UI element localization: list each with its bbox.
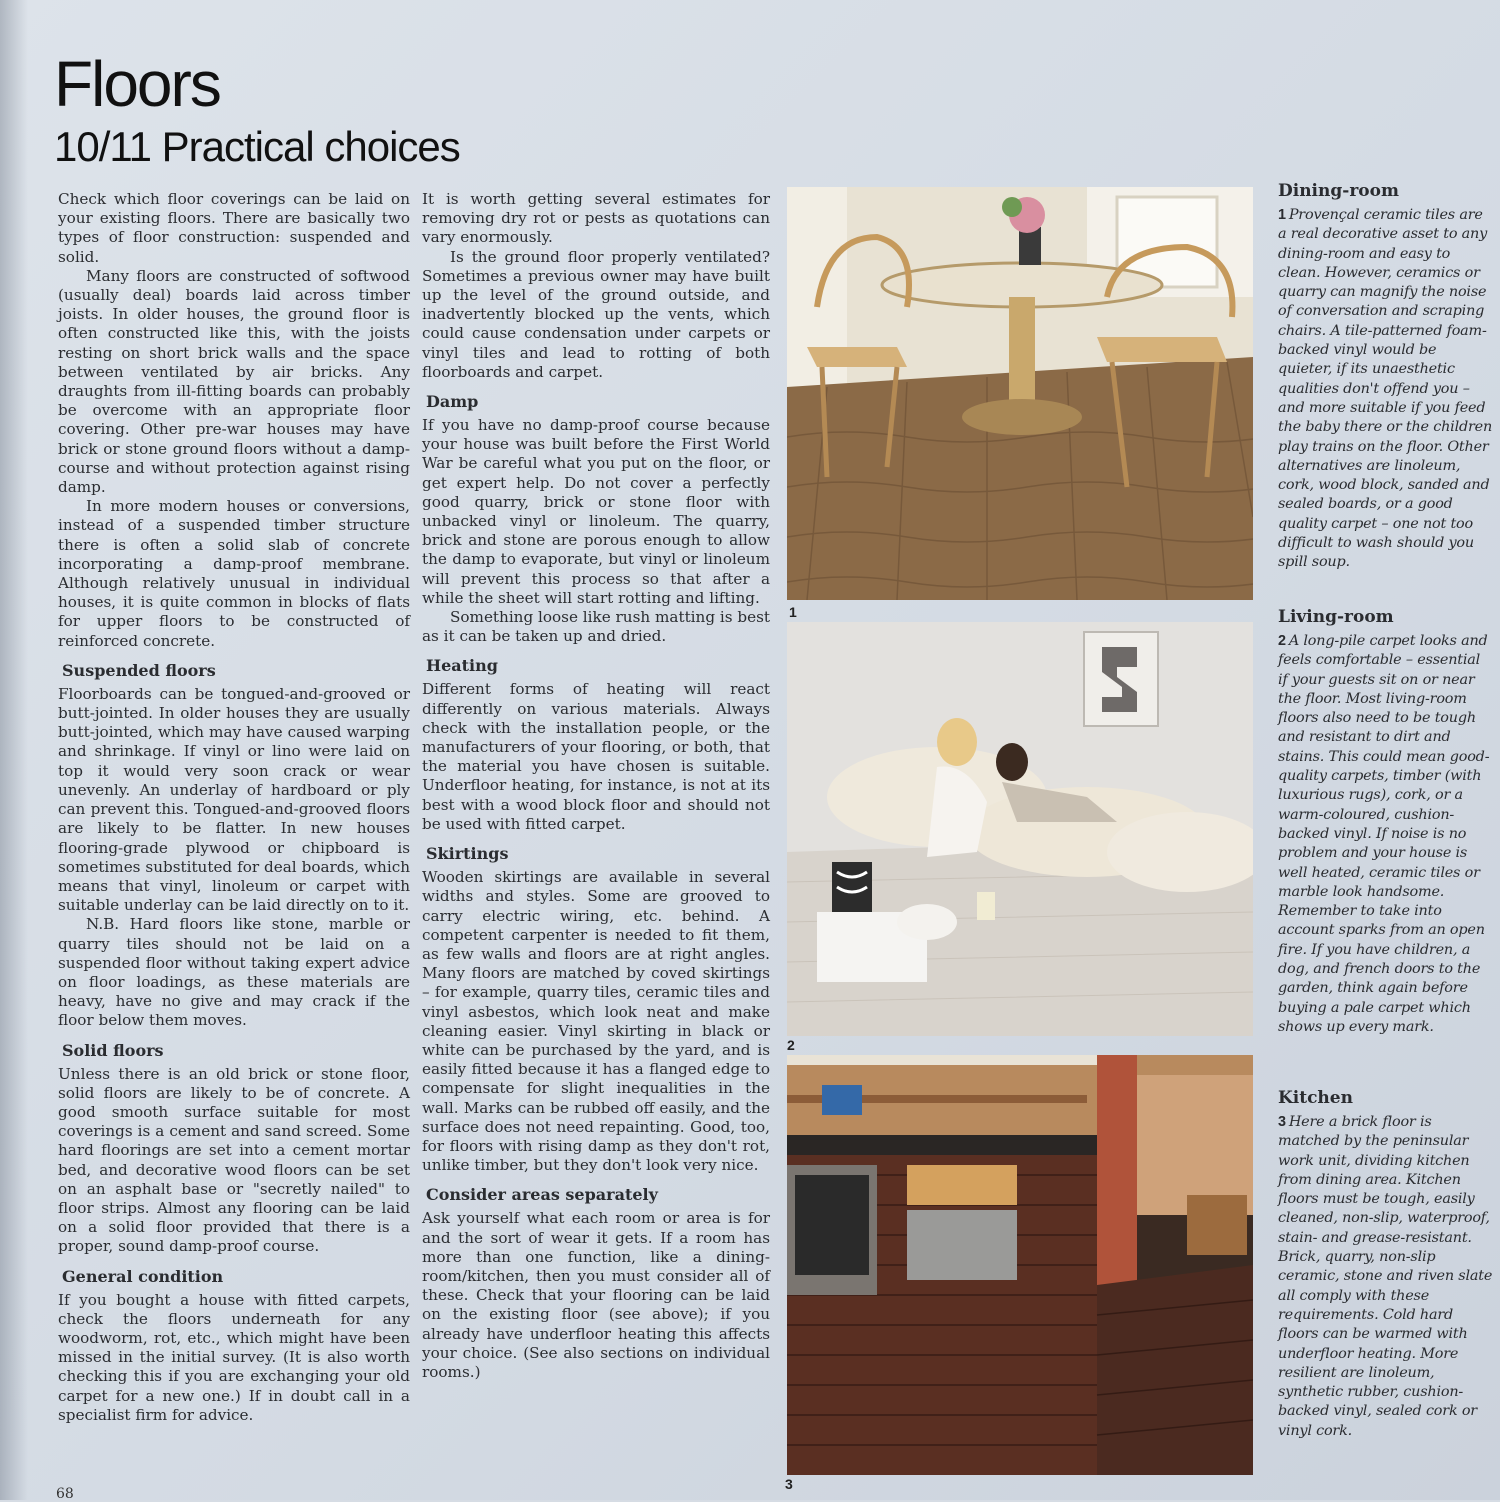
caption-kitchen bbox=[1278, 1088, 1493, 1441]
text-column-1 bbox=[58, 190, 410, 1425]
paragraph: Different forms of heating will react differently on various materials. Always check with the installation people, or the manufacturers of your flooring, or both, that the material you have chosen is suitable. Underfloor heating, for instance, is not at its best with a wood block floor and should not be used with fitted carpet. bbox=[422, 680, 770, 833]
caption-text bbox=[1278, 632, 1493, 1037]
caption-text bbox=[1278, 206, 1493, 573]
paragraph: If you have no damp-proof course because your house was built before the First World War be careful what you put on the floor, or get expert help. Do not cover a perfectly good quarry, brick or stone floor with unbacked vinyl or linoleum. The quarry, brick and stone are porous enough to allow the damp to evaporate, but vinyl or linoleum will prevent this process so that after a while the sheet will start rotting and lifting. bbox=[422, 416, 770, 607]
caption-body: Here a brick floor is matched by the peninsular work unit, dividing kitchen from dining area. Kitchen floors must be tough, easily cleaned, non-slip, waterproof, stain- and grease-resistant. Brick, quarry, non-slip ceramic, stone and riven slate all comply with these requirements. Cold hard floors can be warmed with underfloor heating. More resilient are linoleum, synthetic rubber, cushion-backed vinyl, sealed cork or vinyl cork. bbox=[1278, 1114, 1493, 1439]
section-heading-damp: Damp bbox=[426, 392, 479, 412]
paragraph: Ask yourself what each room or area is for and the sort of wear it gets. If a room has more than one function, like a dining-room/kitchen, then you must consider all of these. Check that your flooring can be laid on the existing floor (see above); if you already have underfloor heating this affects your choice. (See also sections on individual rooms.) bbox=[422, 1209, 770, 1381]
photo-number-3: 3 bbox=[785, 1476, 793, 1492]
section-heading-consider-areas: Consider areas separately bbox=[426, 1185, 658, 1205]
paragraph: Wooden skirtings are available in several widths and styles. Some are grooved to carry electric wiring, etc. behind. A competent carpenter is needed to fit them, as few walls and floors are at right angles. Many floors are matched by coved skirtings – for example, quarry tiles, ceramic tiles and vinyl asbestos, which look neat and make cleaning easier. Vinyl skirting in black or white can be purchased by the yard, and is easily fitted because it has a flanged edge to compensate for slight inequalities in the wall. Marks can be rubbed off easily, and the surface does not need repainting. Good, too, for floors with rising damp as they don't rot, unlike timber, but they don't look very nice. bbox=[422, 868, 770, 1175]
paragraph: Floorboards can be tongued-and-grooved or butt-jointed. In older houses they are usually butt-jointed, which may have caused warping and shrinkage. If vinyl or lino were laid on top it would very soon crack or wear unevenly. An underlay of hardboard or ply can prevent this. Tongued-and-grooved floors are likely to be flatter. In new houses flooring-grade plywood or chipboard is sometimes substituted for deal boards, which means that vinyl, linoleum or carpet with suitable underlay can be laid directly on to it. bbox=[58, 684, 410, 915]
caption-body: A long-pile carpet looks and feels comfortable – essential if your guests sit on or near the floor. Most living-room floors also need to be tough and resistant to dirt and stains. This could mean good-quality carpets, timber (with luxurious rugs), cork, or a warm-coloured, cushion-backed vinyl. If noise is no problem and your house is well heated, ceramic tiles or marble look handsome. Remember to take into account sparks from an open fire. If you have children, a dog, and french doors to the garden, think again before buying a pale carpet which shows up every mark. bbox=[1278, 633, 1490, 1035]
caption-heading: Kitchen bbox=[1278, 1088, 1353, 1108]
page-number: 68 bbox=[56, 1486, 74, 1502]
page-title: Floors bbox=[54, 48, 220, 120]
living-room-photo bbox=[787, 622, 1253, 1036]
section-heading-solid-floors: Solid floors bbox=[62, 1040, 164, 1060]
caption-dining-room bbox=[1278, 181, 1493, 573]
caption-text bbox=[1278, 1113, 1493, 1441]
paragraph: If you bought a house with fitted carpets, check the floors underneath for any woodworm, rot, etc., which might have been missed in the initial survey. (It is also worth checking this if you are exchanging your old carpet for a new one.) If in doubt call in a specialist firm for advice. bbox=[58, 1290, 410, 1424]
caption-heading: Living-room bbox=[1278, 607, 1394, 627]
section-heading-general-condition: General condition bbox=[62, 1266, 224, 1286]
caption-heading: Dining-room bbox=[1278, 181, 1399, 201]
photo-number-2: 2 bbox=[787, 1037, 795, 1053]
text-column-2 bbox=[422, 190, 770, 1382]
dining-room-photo bbox=[787, 187, 1253, 600]
binding-shadow bbox=[0, 0, 28, 1500]
section-heading-suspended-floors: Suspended floors bbox=[62, 660, 216, 680]
caption-body: Provençal ceramic tiles are a real decorative asset to any dining-room and easy to clean. However, ceramics or quarry can magnify the noise of conversation and scraping chairs. A tile-patterned foam-backed vinyl would be quieter, if its unaesthetic qualities don't offend you – and more suitable if you feed the baby there or the children play trains on the floor. Other alternatives are linoleum, cork, wood block, sanded and sealed boards, or a good quality carpet – one not too difficult to wash should you spill soup. bbox=[1278, 207, 1493, 571]
paragraph: Check which floor coverings can be laid on your existing floors. There are basically two types of floor construction: suspended and solid. bbox=[58, 190, 410, 266]
paragraph: Is the ground floor properly ventilated? Sometimes a previous owner may have built up the level of the ground outside, and inadvertently blocked up the vents, which could cause condensation under carpets or vinyl tiles and lead to rotting of both floorboards and carpet. bbox=[422, 247, 770, 381]
caption-number: 3 bbox=[1278, 1114, 1286, 1130]
photo-number-1: 1 bbox=[789, 604, 797, 620]
section-heading-skirtings: Skirtings bbox=[426, 844, 509, 864]
caption-number: 1 bbox=[1278, 207, 1286, 223]
paragraph: In more modern houses or conversions, instead of a suspended timber structure there is often a solid slab of concrete incorporating a damp-proof membrane. Although relatively unusual in individual houses, it is quite common in blocks of flats for upper floors to be constructed of reinforced concrete. bbox=[58, 497, 410, 650]
paragraph: Something loose like rush matting is best as it can be taken up and dried. bbox=[422, 608, 770, 646]
paragraph: Unless there is an old brick or stone floor, solid floors are likely to be of concrete. A good smooth surface suitable for most coverings is a cement and sand screed. Some hard floorings are set into a cement mortar bed, and decorative wood floors can be set on an asphalt base or "secretly nailed" to floor strips. Almost any flooring can be laid on a solid floor provided that there is a proper, sound damp-proof course. bbox=[58, 1064, 410, 1256]
page-subtitle: 10/11 Practical choices bbox=[54, 123, 460, 170]
kitchen-photo bbox=[787, 1055, 1253, 1475]
caption-number: 2 bbox=[1278, 633, 1286, 649]
section-heading-heating: Heating bbox=[426, 656, 498, 676]
paragraph: N.B. Hard floors like stone, marble or quarry tiles should not be laid on a suspended floor without taking expert advice on floor loadings, as these materials are heavy, have no give and may crack if the floor below them moves. bbox=[58, 915, 410, 1030]
paragraph: It is worth getting several estimates for removing dry rot or pests as quotations can vary enormously. bbox=[422, 190, 770, 247]
caption-living-room bbox=[1278, 607, 1493, 1037]
paragraph: Many floors are constructed of softwood (usually deal) boards laid across timber joists. In older houses, the ground floor is often constructed like this, with the joists resting on short brick walls and the space between ventilated by air bricks. Any draughts from ill-fitting boards can probably be overcome with an appropriate floor covering. Other pre-war houses may have brick or stone ground floors without a damp-course and without protection against rising damp. bbox=[58, 266, 410, 497]
